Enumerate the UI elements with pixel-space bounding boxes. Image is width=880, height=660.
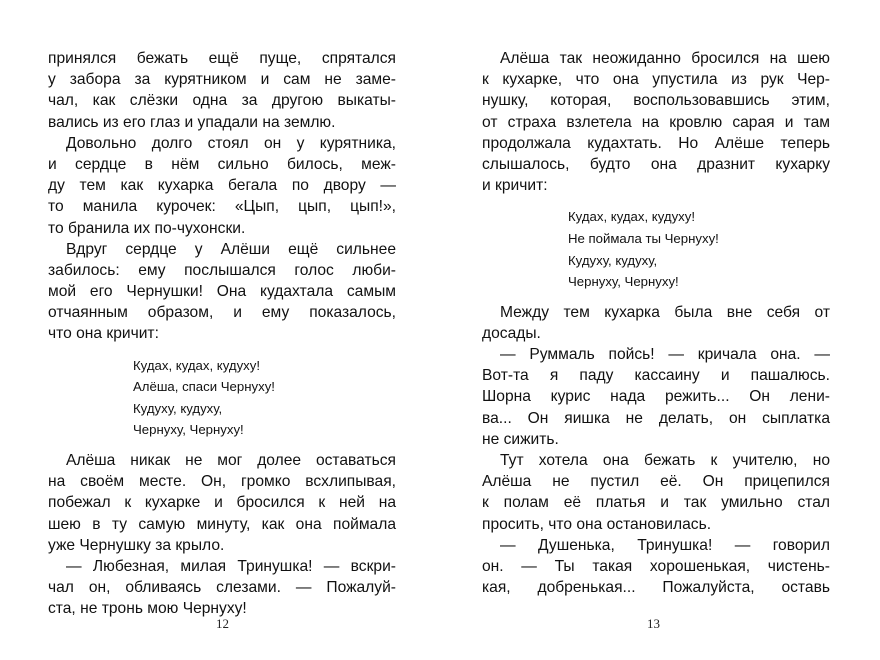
text-line: — Руммаль пойсь! — кричала она. — [500,346,830,364]
text-line: от страха взлетела на кровлю сарая и там [482,113,830,131]
text-line: и кричит: [482,177,548,195]
text-line: Тут хотела она бежать к учителю, но [500,452,830,469]
verse-line: Кудах, кудах, кудуху! [133,357,261,373]
text-line: уже Чернушку за крыло. [48,536,225,554]
text-line: у забора за курятником и сам не заме- [48,71,396,89]
left-page [48,48,396,620]
text-line: мой его Чернушки! Она кудахтала самым [48,283,396,301]
text-line: шею в ту самую минуту, как она поймала [48,515,396,533]
text-line: нушку, которая, воспользовавшись этим, [482,92,830,110]
text-line: ду тем как кухарка бегала по двору — [48,177,396,195]
page-number-left: 12 [216,616,229,631]
text-line: принялся бежать ещё пуще, спрятался [48,50,396,67]
text-line: и сердце в нём сильно билось, меж- [48,155,396,173]
text-line: не сижить. [482,430,559,448]
text-line: ва... Он яишка не делать, он сыплатка [482,409,830,427]
text-line: чал, как слёзки одна за другою выкаты- [48,92,396,110]
verse-line: Кудуху, кудуху, [568,252,658,268]
verse-line: Чернуху, Чернуху! [568,274,679,290]
text-line: продолжала кудахтать. Но Алёше теперь [482,134,830,152]
text-line: то бранила их по-чухонски. [48,219,246,237]
text-line: Между тем кухарка была вне себя от [500,303,830,321]
text-line: к кухарке, что она упустила из рук Чер- [482,71,830,89]
text-line: Алёша никак не мог долее оставаться [66,452,396,469]
verse-block [482,206,830,292]
text-line: то манила курочек: «Цып, цып, цып!», [48,198,396,216]
verse-block [48,355,396,441]
text-line: забилось: ему послышался голос люби- [48,261,396,279]
verse-line: Алёша, спаси Чернуху! [133,379,275,395]
text-line: вались из его глаз и упадали на землю. [48,113,336,131]
text-line: ста, не тронь мою Чернуху! [48,600,247,618]
text-line: досады. [482,324,541,342]
verse-line: Не поймала ты Чернуху! [568,230,719,246]
text-line: просить, что она остановилась. [482,515,712,533]
text-line: Алёша так неожиданно бросился на шею [500,50,830,67]
text-line: на своём месте. Он, громко всхлипывая, [48,473,396,491]
right-page [482,48,830,598]
text-line: Вдруг сердце у Алёши ещё сильнее [66,240,396,258]
text-line: кая, добренькая... Пожалуйста, оставь [482,579,830,597]
text-line: слышалось, будто она дразнит кухарку [482,155,830,173]
verse-line: Кудах, кудах, кудуху! [568,209,696,225]
text-line: Алёша не пустил её. Он прицепился [482,473,830,491]
text-line: чал он, обливаясь слезами. — Пожалуй- [48,579,396,597]
text-line: он. — Ты такая хорошенькая, чистень- [482,557,830,575]
text-line: Довольно долго стоял он у курятника, [66,134,396,152]
verse-line: Кудуху, кудуху, [133,400,223,416]
text-line: — Любезная, милая Тринушка! — вскри- [66,557,396,575]
text-line: что она кричит: [48,325,159,343]
text-line: Шорна курис нада режить... Он лени- [482,388,830,406]
text-line: к полам её платья и так умильно стал [482,494,830,512]
text-line: Вот-та я паду кассаину и пашалюсь. [482,367,830,385]
page-number-right: 13 [647,616,660,631]
text-line: побежал к кухарке и бросился к ней на [48,494,396,512]
verse-line: Чернуху, Чернуху! [133,422,244,438]
text-line: — Душенька, Тринушка! — говорил [500,536,830,554]
text-line: отчаянным образом, и ему показалось, [48,304,396,322]
